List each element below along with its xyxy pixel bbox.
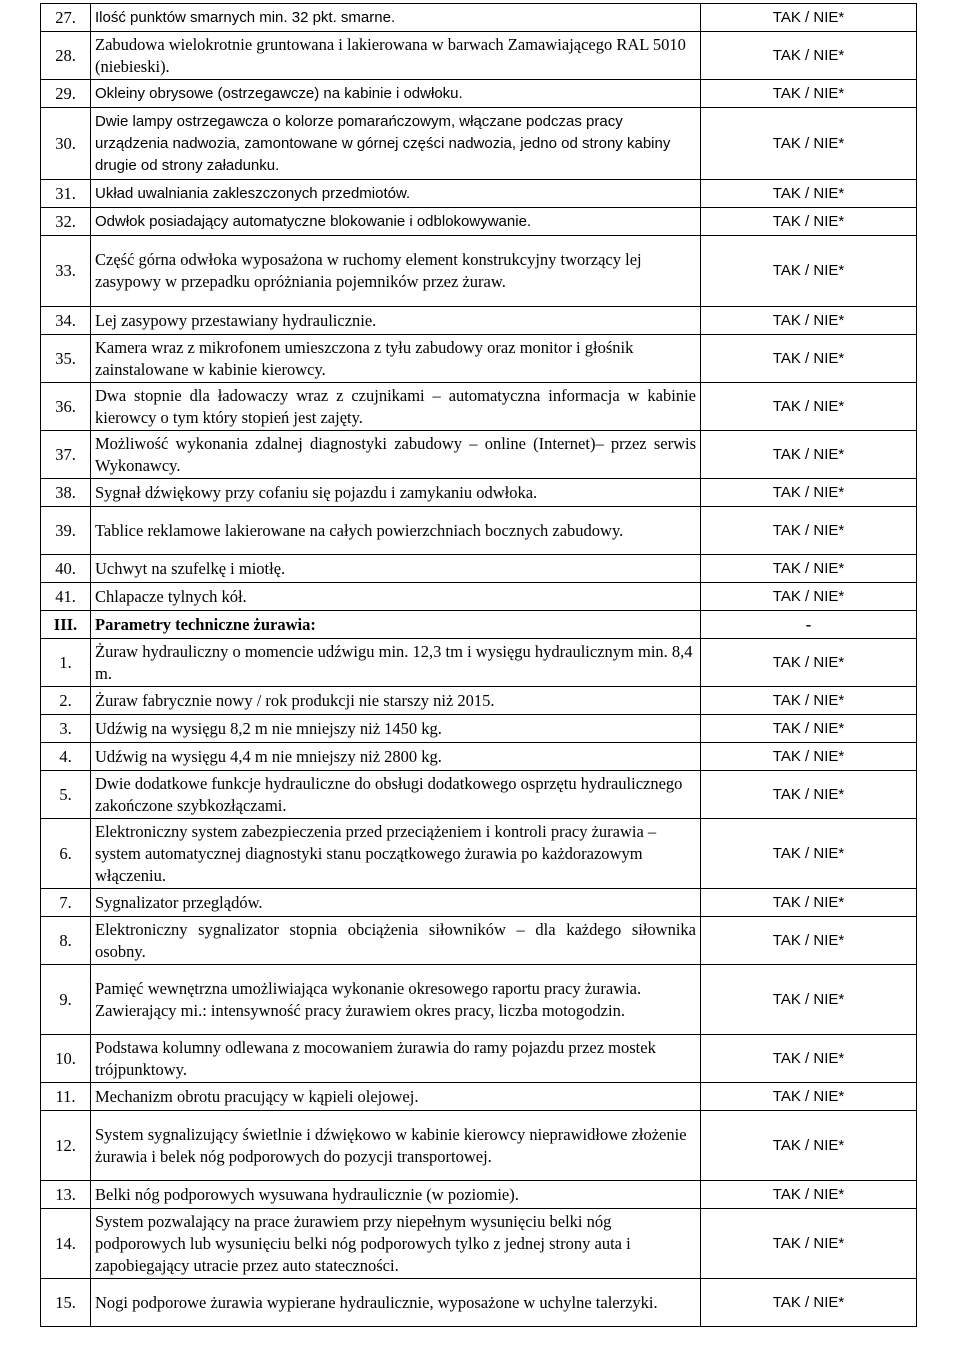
requirement-text: Ilość punktów smarnych min. 32 pkt. smarne. xyxy=(91,4,701,32)
row-number: 12. xyxy=(41,1111,91,1181)
answer-tak-nie: TAK / NIE* xyxy=(701,743,917,771)
answer-tak-nie: TAK / NIE* xyxy=(701,180,917,208)
row-number: 6. xyxy=(41,819,91,889)
table-row xyxy=(41,208,917,236)
requirement-text: Dwa stopnie dla ładowaczy wraz z czujnikami – automatyczna informacja w kabinie kierowcy o tym który stopień jest zajęty. xyxy=(91,383,701,431)
table-row xyxy=(41,583,917,611)
requirement-text: Tablice reklamowe lakierowane na całych powierzchniach bocznych zabudowy. xyxy=(91,507,701,555)
requirement-text: Mechanizm obrotu pracujący w kąpieli olejowej. xyxy=(91,1083,701,1111)
row-number: 27. xyxy=(41,4,91,32)
table-row xyxy=(41,507,917,555)
requirement-text: Zabudowa wielokrotnie gruntowana i lakierowana w barwach Zamawiającego RAL 5010 (niebieski). xyxy=(91,32,701,80)
requirement-text: System sygnalizujący świetlnie i dźwiękowo w kabinie kierowcy nieprawidłowe złożenie żurawia i belek nóg podporowych do pozycji transportowej. xyxy=(91,1111,701,1181)
row-number: 32. xyxy=(41,208,91,236)
answer-tak-nie: TAK / NIE* xyxy=(701,307,917,335)
answer-tak-nie: TAK / NIE* xyxy=(701,1181,917,1209)
row-number: 30. xyxy=(41,108,91,180)
table-row xyxy=(41,108,917,180)
row-number: 33. xyxy=(41,236,91,307)
table-row xyxy=(41,180,917,208)
table-row xyxy=(41,743,917,771)
requirement-text: Okleiny obrysowe (ostrzegawcze) na kabinie i odwłoku. xyxy=(91,80,701,108)
answer-tak-nie: TAK / NIE* xyxy=(701,236,917,307)
requirement-text: Podstawa kolumny odlewana z mocowaniem żurawia do ramy pojazdu przez mostek trójpunktowy. xyxy=(91,1035,701,1083)
table-row xyxy=(41,965,917,1035)
answer-tak-nie: TAK / NIE* xyxy=(701,479,917,507)
answer-tak-nie: TAK / NIE* xyxy=(701,583,917,611)
row-number: III. xyxy=(41,611,91,639)
table-row xyxy=(41,383,917,431)
answer-tak-nie: TAK / NIE* xyxy=(701,715,917,743)
requirement-text: Odwłok posiadający automatyczne blokowanie i odblokowywanie. xyxy=(91,208,701,236)
row-number: 4. xyxy=(41,743,91,771)
table-row xyxy=(41,917,917,965)
specification-table xyxy=(40,3,917,1327)
table-row xyxy=(41,431,917,479)
row-number: 15. xyxy=(41,1279,91,1327)
row-number: 10. xyxy=(41,1035,91,1083)
answer-tak-nie: TAK / NIE* xyxy=(701,1209,917,1279)
answer-tak-nie: TAK / NIE* xyxy=(701,383,917,431)
answer-tak-nie: TAK / NIE* xyxy=(701,639,917,687)
answer-tak-nie: TAK / NIE* xyxy=(701,771,917,819)
row-number: 3. xyxy=(41,715,91,743)
table-row xyxy=(41,307,917,335)
requirement-text: Lej zasypowy przestawiany hydraulicznie. xyxy=(91,307,701,335)
requirement-text: Żuraw fabrycznie nowy / rok produkcji nie starszy niż 2015. xyxy=(91,687,701,715)
answer-tak-nie: TAK / NIE* xyxy=(701,431,917,479)
row-number: 35. xyxy=(41,335,91,383)
table-row xyxy=(41,1181,917,1209)
requirement-text: Sygnał dźwiękowy przy cofaniu się pojazdu i zamykaniu odwłoka. xyxy=(91,479,701,507)
answer-tak-nie: TAK / NIE* xyxy=(701,335,917,383)
requirement-text: Elektroniczny sygnalizator stopnia obciążenia siłowników – dla każdego siłownika osobny. xyxy=(91,917,701,965)
table-row xyxy=(41,639,917,687)
row-number: 29. xyxy=(41,80,91,108)
requirement-text: Możliwość wykonania zdalnej diagnostyki zabudowy – online (Internet)– przez serwis Wykonawcy. xyxy=(91,431,701,479)
row-number: 28. xyxy=(41,32,91,80)
answer-tak-nie: TAK / NIE* xyxy=(701,917,917,965)
row-number: 13. xyxy=(41,1181,91,1209)
requirement-text: Udźwig na wysięgu 8,2 m nie mniejszy niż 1450 kg. xyxy=(91,715,701,743)
section-header-row xyxy=(41,611,917,639)
section-answer-dash: - xyxy=(701,611,917,639)
answer-tak-nie: TAK / NIE* xyxy=(701,687,917,715)
row-number: 11. xyxy=(41,1083,91,1111)
section-title: Parametry techniczne żurawia: xyxy=(91,611,701,639)
requirement-text: Żuraw hydrauliczny o momencie udźwigu min. 12,3 tm i wysięgu hydraulicznym min. 8,4 m. xyxy=(91,639,701,687)
row-number: 34. xyxy=(41,307,91,335)
table-row xyxy=(41,889,917,917)
table-row xyxy=(41,1111,917,1181)
table-row xyxy=(41,819,917,889)
answer-tak-nie: TAK / NIE* xyxy=(701,889,917,917)
requirement-text: Dwie lampy ostrzegawcza o kolorze pomarańczowym, włączane podczas pracy urządzenia nadwozia, zamontowane w górnej części nadwozia, jedno od strony kabiny drugie od strony załadunku. xyxy=(91,108,701,180)
row-number: 41. xyxy=(41,583,91,611)
requirement-text: Belki nóg podporowych wysuwana hydraulicznie (w poziomie). xyxy=(91,1181,701,1209)
answer-tak-nie: TAK / NIE* xyxy=(701,819,917,889)
answer-tak-nie: TAK / NIE* xyxy=(701,507,917,555)
answer-tak-nie: TAK / NIE* xyxy=(701,80,917,108)
answer-tak-nie: TAK / NIE* xyxy=(701,965,917,1035)
requirement-text: System pozwalający na prace żurawiem przy niepełnym wysunięciu belki nóg podporowych lub wysunięciu belki nóg podporowych tylko z jednej strony auta i zapobiegający utracie przez auto stateczności. xyxy=(91,1209,701,1279)
row-number: 5. xyxy=(41,771,91,819)
answer-tak-nie: TAK / NIE* xyxy=(701,1279,917,1327)
table-row xyxy=(41,715,917,743)
row-number: 39. xyxy=(41,507,91,555)
answer-tak-nie: TAK / NIE* xyxy=(701,1111,917,1181)
answer-tak-nie: TAK / NIE* xyxy=(701,1035,917,1083)
table-row xyxy=(41,687,917,715)
table-row xyxy=(41,32,917,80)
row-number: 1. xyxy=(41,639,91,687)
answer-tak-nie: TAK / NIE* xyxy=(701,555,917,583)
table-row xyxy=(41,771,917,819)
answer-tak-nie: TAK / NIE* xyxy=(701,32,917,80)
answer-tak-nie: TAK / NIE* xyxy=(701,208,917,236)
requirement-text: Układ uwalniania zakleszczonych przedmiotów. xyxy=(91,180,701,208)
table-row xyxy=(41,4,917,32)
answer-tak-nie: TAK / NIE* xyxy=(701,108,917,180)
table-row xyxy=(41,80,917,108)
row-number: 2. xyxy=(41,687,91,715)
row-number: 40. xyxy=(41,555,91,583)
row-number: 9. xyxy=(41,965,91,1035)
requirement-text: Dwie dodatkowe funkcje hydrauliczne do obsługi dodatkowego osprzętu hydraulicznego zakończone szybkozłączami. xyxy=(91,771,701,819)
row-number: 8. xyxy=(41,917,91,965)
answer-tak-nie: TAK / NIE* xyxy=(701,1083,917,1111)
row-number: 37. xyxy=(41,431,91,479)
table-row xyxy=(41,1279,917,1327)
table-row xyxy=(41,479,917,507)
table-row xyxy=(41,1209,917,1279)
row-number: 38. xyxy=(41,479,91,507)
requirement-text: Nogi podporowe żurawia wypierane hydraulicznie, wyposażone w uchylne talerzyki. xyxy=(91,1279,701,1327)
table-row xyxy=(41,1035,917,1083)
specification-table-body xyxy=(41,4,917,1327)
requirement-text: Pamięć wewnętrzna umożliwiająca wykonanie okresowego raportu pracy żurawia. Zawierający mi.: intensywność pracy żurawiem okres pracy, liczba motogodzin. xyxy=(91,965,701,1035)
requirement-text: Chlapacze tylnych kół. xyxy=(91,583,701,611)
row-number: 31. xyxy=(41,180,91,208)
requirement-text: Sygnalizator przeglądów. xyxy=(91,889,701,917)
row-number: 7. xyxy=(41,889,91,917)
answer-tak-nie: TAK / NIE* xyxy=(701,4,917,32)
requirement-text: Uchwyt na szufelkę i miotłę. xyxy=(91,555,701,583)
table-row xyxy=(41,1083,917,1111)
table-row xyxy=(41,555,917,583)
requirement-text: Część górna odwłoka wyposażona w ruchomy element konstrukcyjny tworzący lej zasypowy w przepadku opróżniania pojemników przez żuraw. xyxy=(91,236,701,307)
requirement-text: Udźwig na wysięgu 4,4 m nie mniejszy niż 2800 kg. xyxy=(91,743,701,771)
requirement-text: Elektroniczny system zabezpieczenia przed przeciążeniem i kontroli pracy żurawia – system automatycznej diagnostyki stanu początkowego żurawia po każdorazowym włączeniu. xyxy=(91,819,701,889)
requirement-text: Kamera wraz z mikrofonem umieszczona z tyłu zabudowy oraz monitor i głośnik zainstalowane w kabinie kierowcy. xyxy=(91,335,701,383)
table-row xyxy=(41,236,917,307)
row-number: 14. xyxy=(41,1209,91,1279)
table-row xyxy=(41,335,917,383)
row-number: 36. xyxy=(41,383,91,431)
